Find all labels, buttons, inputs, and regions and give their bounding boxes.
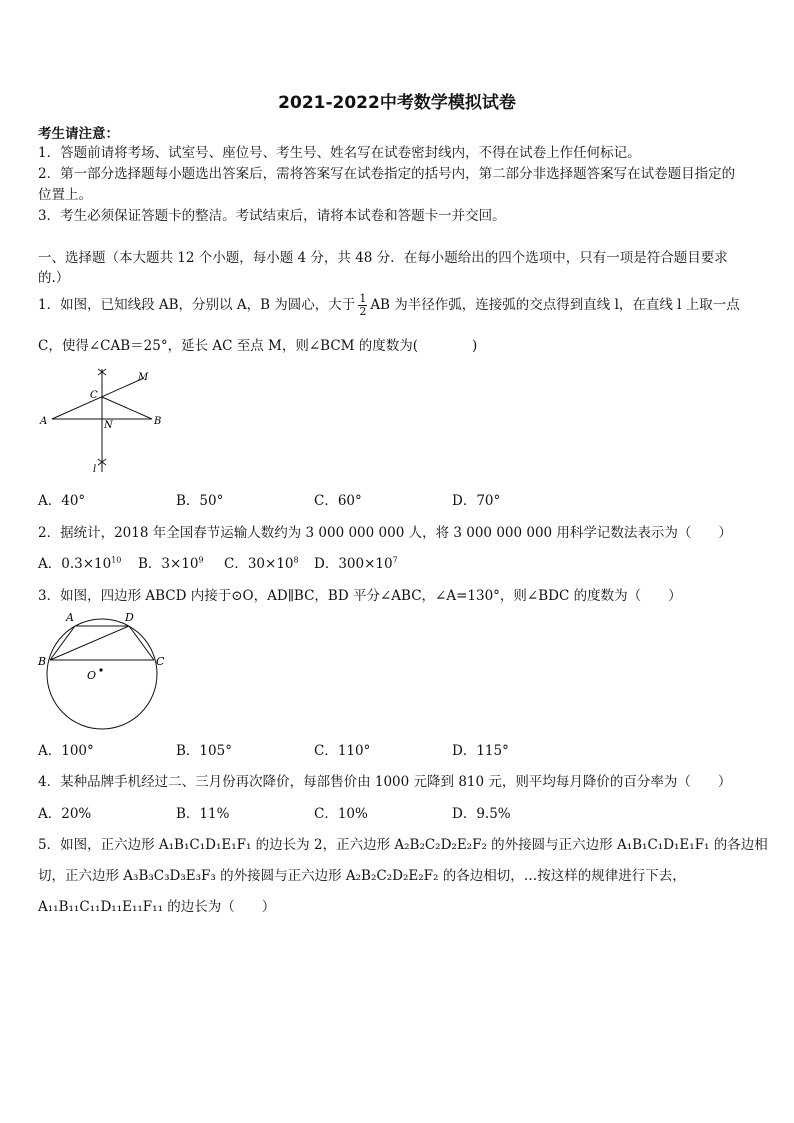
- q1-option-b[interactable]: B．50°: [176, 493, 224, 509]
- q1-label-l: l: [93, 464, 97, 475]
- q1-text-a: 1．如图，已知线段 AB，分别以 A，B 为圆心，大于: [38, 297, 356, 313]
- q2-option-a-base: A．0.3×10: [38, 556, 112, 572]
- q2-option-b[interactable]: [138, 552, 204, 572]
- q2-option-b-base: B．3×10: [138, 556, 199, 572]
- q2-option-d-base: D．300×10: [314, 556, 393, 572]
- q2-option-d[interactable]: [314, 552, 398, 572]
- q3-label-C: C: [156, 655, 165, 668]
- q3-label-B: B: [38, 655, 47, 668]
- q1-figure: [38, 364, 168, 479]
- q1-frac-num: 1: [359, 292, 367, 305]
- question-5-line-1: 5．如图，正六边形 A₁B₁C₁D₁E₁F₁ 的边长为 2，正六边形 A₂B₂C₂D₂E₂F₂ 的外接圆与正六边形 A₁B₁C₁D₁E₁F₁ 的各边相: [38, 837, 768, 853]
- q3-option-c[interactable]: C．110°: [314, 743, 371, 759]
- notice-item-2: 2．第一部分选择题每小题选出答案后，需将答案写在试卷指定的括号内，第二部分非选择题答案写在试卷题目指定的: [38, 166, 736, 182]
- section-heading-cont: 的.）: [38, 270, 70, 286]
- q1-frac-den: 2: [359, 305, 367, 318]
- q3-label-D: D: [125, 611, 134, 624]
- notice-item-3: 3．考生必须保证答题卡的整洁。考试结束后，请将本试卷和答题卡一并交回。: [38, 208, 506, 224]
- question-5-line-3: A₁₁B₁₁C₁₁D₁₁E₁₁F₁₁ 的边长为（ ）: [38, 899, 276, 915]
- q3-option-a[interactable]: A．100°: [38, 743, 94, 759]
- question-1-line-2: C，使得∠CAB＝25°，延长 AC 至点 M，则∠BCM 的度数为( ): [38, 338, 478, 354]
- question-2: 2．据统计，2018 年全国春节运输人数约为 3 000 000 000 人，将 3 000 000 000 用科学记数法表示为（ ）: [38, 525, 732, 541]
- notice-item-2-cont: 位置上。: [38, 187, 92, 203]
- q1-ray-AM: [52, 378, 144, 419]
- q2-option-c-exp: 8: [293, 555, 299, 565]
- question-1-line-1: [38, 293, 740, 318]
- notice-item-1: 1．答题前请将考场、试室号、座位号、考生号、姓名写在试卷密封线内，不得在试卷上作任何标记。: [38, 145, 641, 161]
- q3-label-O: O: [87, 669, 97, 682]
- q3-option-b[interactable]: B．105°: [176, 743, 232, 759]
- q4-option-c[interactable]: C．10%: [314, 806, 368, 822]
- q2-option-b-exp: 9: [198, 555, 204, 565]
- q4-option-d[interactable]: D．9.5%: [452, 806, 511, 822]
- q3-option-d[interactable]: D．115°: [452, 743, 509, 759]
- q3-figure: [36, 609, 171, 734]
- q1-label-A: A: [40, 416, 48, 427]
- q4-option-b[interactable]: B．11%: [176, 806, 230, 822]
- q2-option-d-exp: 7: [392, 555, 398, 565]
- q4-option-a[interactable]: A．20%: [38, 806, 92, 822]
- q1-text-b: AB 为半径作弧，连接弧的交点得到直线 l，在直线 l 上取一点: [370, 297, 740, 313]
- question-3: 3．如图，四边形 ABCD 内接于⊙O，AD∥BC，BD 平分∠ABC，∠A=130°，则∠BDC 的度数为（ ）: [38, 588, 682, 604]
- q1-label-C: C: [90, 390, 98, 401]
- q1-segment-CB: [102, 397, 152, 419]
- q3-circle: [47, 619, 157, 729]
- q1-label-N: N: [104, 420, 113, 431]
- q1-option-d[interactable]: D．70°: [452, 493, 501, 509]
- q2-option-c-base: C．30×10: [224, 556, 294, 572]
- question-5-line-2: 切，正六边形 A₃B₃C₃D₃E₃F₃ 的外接圆与正六边形 A₂B₂C₂D₂E₂F₂ 的各边相切，…按这样的规律进行下去，: [38, 868, 686, 884]
- q1-fraction: [358, 293, 367, 318]
- notice-heading: 考生请注意：: [38, 126, 119, 142]
- question-4: 4．某种品牌手机经过二、三月份再次降价，每部售价由 1000 元降到 810 元，则平均每月降价的百分率为（ ）: [38, 774, 732, 790]
- section-heading: 一、选择题（本大题共 12 个小题，每小题 4 分，共 48 分．在每小题给出的四个选项中，只有一项是符合题目要求: [38, 250, 728, 266]
- q1-label-M: M: [138, 372, 149, 383]
- q2-option-a-exp: 10: [111, 555, 122, 565]
- q1-label-B: B: [154, 416, 162, 427]
- page-title: 2021-2022中考数学模拟试卷: [278, 93, 516, 113]
- q2-option-c[interactable]: [224, 552, 299, 572]
- q1-option-c[interactable]: C．60°: [314, 493, 362, 509]
- q2-option-a[interactable]: [38, 552, 121, 572]
- q3-diagonal-BD: [50, 626, 129, 660]
- q3-side-DC: [129, 626, 154, 660]
- q3-label-A: A: [66, 611, 74, 624]
- q1-option-a[interactable]: A．40°: [38, 493, 86, 509]
- q3-center-dot: [99, 668, 102, 671]
